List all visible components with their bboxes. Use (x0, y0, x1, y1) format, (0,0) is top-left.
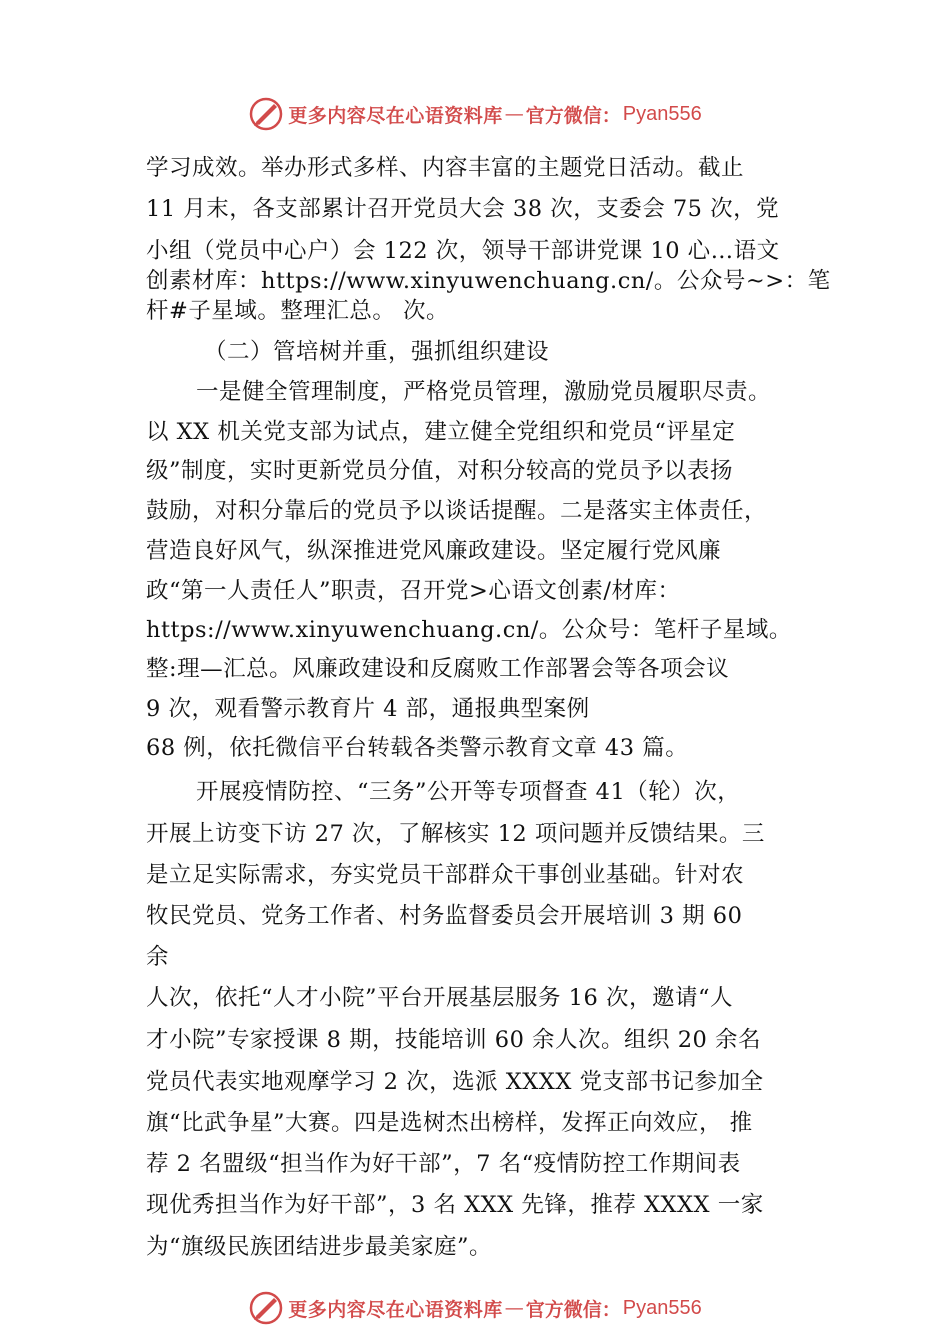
text-line: 一是健全管理制度，严格党员管理，激励党员履职尽责。 (196, 379, 772, 405)
text-line: 9 次，观看警示教育片 4 部，通报典型案例 (146, 696, 590, 722)
text-line: 余 (146, 944, 170, 970)
text-line: 是立足实际需求，夯实党员干部群众干事创业基础。针对农 (146, 862, 745, 888)
text-line: 开展疫情防控、“三务”公开等专项督查 41（轮）次， (196, 779, 741, 805)
banner-text: 更多内容尽在心语资料库 (288, 1298, 503, 1321)
text-line: 创素材库：https://www.xinyuwenchuang.cn/。公众号~>：笔 (146, 268, 831, 294)
banner-wechat-label: 官方微信： (525, 1298, 621, 1321)
text-line: 鼓励，对积分靠后的党员予以谈话提醒。二是落实主体责任， (146, 498, 768, 524)
text-line: https://www.xinyuwenchuang.cn/。公众号：笔杆子星域。 (146, 617, 792, 643)
header-banner (0, 94, 950, 134)
text-line: 68 例，依托微信平台转载各类警示教育文章 43 篇。 (146, 735, 689, 761)
banner-text: 更多内容尽在心语资料库 (288, 104, 503, 127)
footer-banner (0, 1288, 950, 1328)
banner-wechat-label: 官方微信： (525, 104, 621, 127)
text-line: 整:理—汇总。风廉政建设和反腐败工作部署会等各项会议 (146, 656, 730, 682)
text-line: 荐 2 名盟级“担当作为好干部”，7 名“疫情防控工作期间表 (146, 1151, 741, 1177)
text-line: 小组（党员中心户）会 122 次，领导干部讲党课 10 心…语文 (146, 238, 780, 264)
text-line: 党员代表实地观摩学习 2 次，选派 XXXX 党支部书记参加全 (146, 1069, 764, 1095)
section-heading: （二）管培树并重，强抓组织建设 (204, 339, 550, 365)
banner-wechat-id: Pyan556 (622, 102, 702, 125)
brush-logo-icon (248, 1290, 284, 1326)
text-line: 11 月末，各支部累计召开党员大会 38 次，支委会 75 次，党 (146, 196, 780, 222)
text-line: 为“旗级民族团结进步最美家庭”。 (146, 1234, 493, 1260)
text-line: 杆#子星域。整理汇总。 次。 (146, 298, 450, 324)
text-line: 开展上访变下访 27 次，了解核实 12 项问题并反馈结果。三 (146, 821, 765, 847)
text-line: 现优秀担当作为好干部”，3 名 XXX 先锋，推荐 XXXX 一家 (146, 1192, 764, 1218)
text-line: 牧民党员、党务工作者、村务监督委员会开展培训 3 期 60 (146, 903, 743, 929)
text-line: 以 XX 机关党支部为试点，建立健全党组织和党员“评星定 (146, 419, 736, 445)
banner-wechat-id: Pyan556 (622, 1296, 702, 1319)
text-line: 旗“比武争星”大赛。四是选树杰出榜样，发挥正向效应， 推 (146, 1110, 753, 1136)
text-line: 才小院”专家授课 8 期，技能培训 60 余人次。组织 20 余名 (146, 1027, 761, 1053)
brush-logo-icon (248, 96, 284, 132)
text-line: 学习成效。举办形式多样、内容丰富的主题党日活动。截止 (146, 155, 745, 181)
text-line: 级”制度，实时更新党员分值，对积分较高的党员予以表扬 (146, 458, 734, 484)
banner-separator: — (504, 1297, 524, 1319)
text-line: 营造良好风气，纵深推进党风廉政建设。坚定履行党风廉 (146, 538, 722, 564)
text-line: 人次，依托“人才小院”平台开展基层服务 16 次，邀请“人 (146, 985, 733, 1011)
text-line: 政“第一人责任人”职责，召开党>心语文创素/材库： (146, 578, 681, 604)
banner-separator: — (504, 103, 524, 125)
